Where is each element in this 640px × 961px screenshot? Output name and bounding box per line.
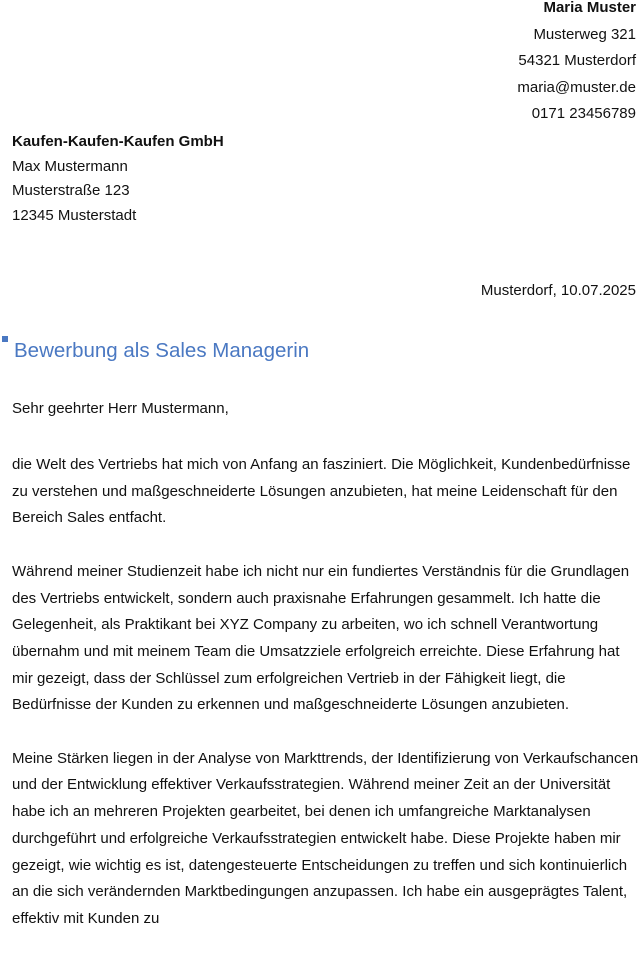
sender-phone: 0171 23456789 <box>531 105 636 122</box>
recipient-person: Max Mustermann <box>12 157 128 175</box>
sender-street: Musterweg 321 <box>533 25 636 43</box>
sender-name: Maria Muster <box>543 0 636 16</box>
recipient-city: 12345 Musterstadt <box>12 206 137 224</box>
letter-body <box>12 452 640 959</box>
sender-address-block <box>517 0 636 128</box>
body-paragraph: Während meiner Studienzeit habe ich nicht nur ein fundiertes Verständnis für die Grundlagen des Vertriebs entwickelt, sondern auch praxisnahe Erfahrungen gesammelt. Ich hatte die Gelegenheit, als Praktikant bei XYZ Company zu arbeiten, wo ich schnell Verantwortung übernahm und mit meinem Team die Umsatzziele erfolgreich erreichte. Diese Erfahrung hat mir gezeigt, dass der Schlüssel zum erfolgreichen Vertrieb in der Fähigkeit liegt, die Bedürfnisse der Kunden zu erkennen und maßgeschneiderte Lösungen anzubieten. <box>12 562 630 714</box>
sender-email: maria@muster.de <box>517 78 636 96</box>
recipient-address-block <box>12 130 224 228</box>
subject-heading: Bewerbung als Sales Managerin <box>14 339 310 362</box>
body-paragraph: die Welt des Vertriebs hat mich von Anfang an fasziniert. Die Möglichkeit, Kundenbedürfnisse zu verstehen und maßgeschneiderte Lösungen anzubieten, hat meine Leidenschaft für den Bereich Sales entfacht. <box>12 456 631 527</box>
recipient-street: Musterstraße 123 <box>12 182 130 199</box>
date-line: Musterdorf, 10.07.2025 <box>480 282 636 299</box>
salutation: Sehr geehrter Herr Mustermann, <box>12 400 229 417</box>
body-paragraph: Meine Stärken liegen in der Analyse von Markttrends, der Identifizierung von Verkaufschancen und der Entwicklung effektiver Verkaufsstrategien. Während meiner Zeit an der Universität habe ich an mehreren Projekten gearbeitet, bei denen ich umfangreiche Marktanalysen durchgeführt und erfolgreiche Verkaufsstrategien entwickelt habe. Diese Projekte haben mir gezeigt, wie wichtig es ist, datengesteuerte Entscheidungen zu treffen und sich kontinuierlich an die sich verändernden Marktbedingungen anzupassen. Ich habe ein ausgeprägtes Talent, effektiv mit Kunden zu <box>12 749 639 927</box>
recipient-company: Kaufen-Kaufen-Kaufen GmbH <box>12 133 224 150</box>
sender-city: 54321 Musterdorf <box>518 52 636 69</box>
subject-marker <box>2 336 8 342</box>
